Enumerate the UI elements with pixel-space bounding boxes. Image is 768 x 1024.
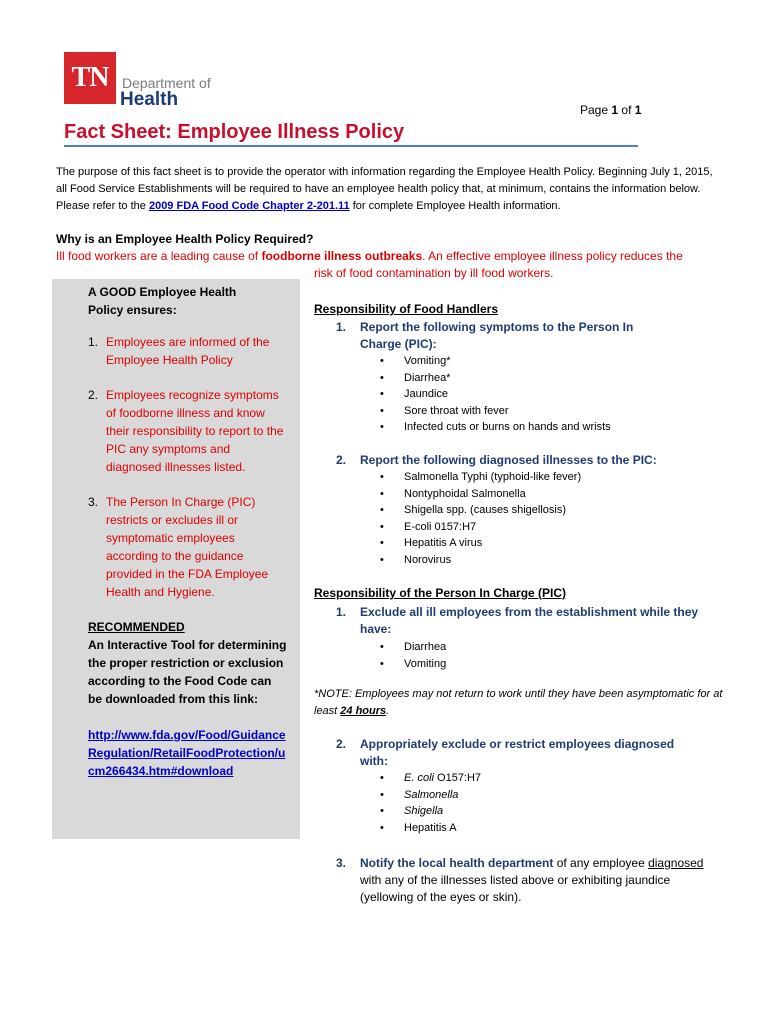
why-question: Why is an Employee Health Policy Required? — [56, 232, 314, 246]
recommended-text: An Interactive Tool for determining the proper restriction or exclusion according to the Food Code can be downloaded from this link: — [88, 638, 287, 706]
pic-step-3: 3. Notify the local health department of any employee diagnosed with any of the illnesses listed above or exhibiting jaundice (yellowing of the eyes or skin). — [336, 856, 704, 904]
list-item: • Infected cuts or burns on hands and wrists — [314, 419, 734, 436]
title-divider — [64, 145, 638, 147]
good-policy-content — [88, 283, 288, 780]
recommended-heading: RECOMMENDED — [88, 620, 185, 634]
list-item: 2. Employees recognize symptoms of foodborne illness and know their responsibility to report to the PIC any symptoms and diagnosed illnesses listed. — [88, 388, 284, 474]
list-item: 3. The Person In Charge (PIC) restricts or excludes ill or symptomatic employees according to the guidance provided in the FDA Employee Health and Hygiene. — [88, 495, 269, 599]
food-code-link[interactable]: 2009 FDA Food Code Chapter 2-201.11 — [148, 200, 350, 212]
good-policy-list — [88, 333, 288, 601]
list-item: • Hepatitis A virus — [314, 535, 734, 552]
fda-tool-link[interactable]: http://www.fda.gov/Food/GuidanceRegulation/RetailFoodProtection/ucm266434.htm#download — [88, 728, 286, 778]
exclude-list — [314, 639, 734, 672]
page-title: Fact Sheet: Employee Illness Policy — [64, 121, 405, 143]
list-item: • E-coli 0157:H7 — [314, 519, 734, 536]
list-item: • Vomiting — [314, 656, 734, 673]
symptoms-list — [314, 353, 734, 436]
tn-logo — [64, 52, 116, 104]
list-item: • Diarrhea — [314, 639, 734, 656]
list-item: • Jaundice — [314, 386, 734, 403]
list-item: • Shigella spp. (causes shigellosis) — [314, 502, 734, 519]
logo-abbr: TN — [71, 62, 109, 93]
return-note: *NOTE: Employees may not return to work until they have been asymptomatic for at least 24 hours. — [314, 688, 723, 717]
list-item: 1. Employees are informed of the Employee Health Policy — [88, 335, 270, 367]
list-item: • Hepatitis A — [314, 820, 734, 837]
list-item: • E. coli O157:H7 — [314, 770, 734, 787]
pic-step-1: 1. Exclude all ill employees from the establishment while they have: — [336, 605, 699, 636]
list-item: • Nontyphoidal Salmonella — [314, 486, 734, 503]
pic-heading: Responsibility of the Person In Charge (PIC) — [314, 586, 567, 600]
illnesses-list — [314, 469, 734, 569]
food-handlers-step-1: 1. Report the following symptoms to the Person In Charge (PIC): — [336, 320, 634, 351]
food-handlers-heading: Responsibility of Food Handlers — [314, 302, 499, 316]
food-handlers-step-2: 2. Report the following diagnosed illnesses to the PIC: — [336, 453, 657, 467]
logo-department: Department of — [122, 75, 211, 91]
why-answer: Ill food workers are a leading cause of foodborne illness outbreaks. An effective employee illness policy reduces the risk of food contamination by ill food workers. — [56, 249, 683, 280]
list-item: • Diarrhea* — [314, 370, 734, 387]
list-item: • Salmonella — [314, 787, 734, 804]
list-item: • Norovirus — [314, 552, 734, 569]
list-item: • Vomiting* — [314, 353, 734, 370]
logo-health: Health — [120, 89, 179, 110]
diagnosed-list — [314, 770, 734, 836]
good-policy-heading: A GOOD Employee Health Policy ensures: — [88, 285, 237, 317]
list-item: • Salmonella Typhi (typhoid-like fever) — [314, 469, 734, 486]
intro-paragraph: The purpose of this fact sheet is to provide the operator with information regarding the Employee Health Policy. Beginning July 1, 2015, all Food Service Establishments will be required to have an employee health policy that, at minimum, contains the information below. Please refer to the 2009 FDA Food Code Chapter 2-201.11 for complete Employee Health information. — [56, 166, 713, 212]
page-number: Page 1 of 1 — [580, 103, 642, 117]
list-item: • Shigella — [314, 803, 734, 820]
list-item: • Sore throat with fever — [314, 403, 734, 420]
pic-step-2: 2. Appropriately exclude or restrict employees diagnosed with: — [336, 737, 675, 768]
